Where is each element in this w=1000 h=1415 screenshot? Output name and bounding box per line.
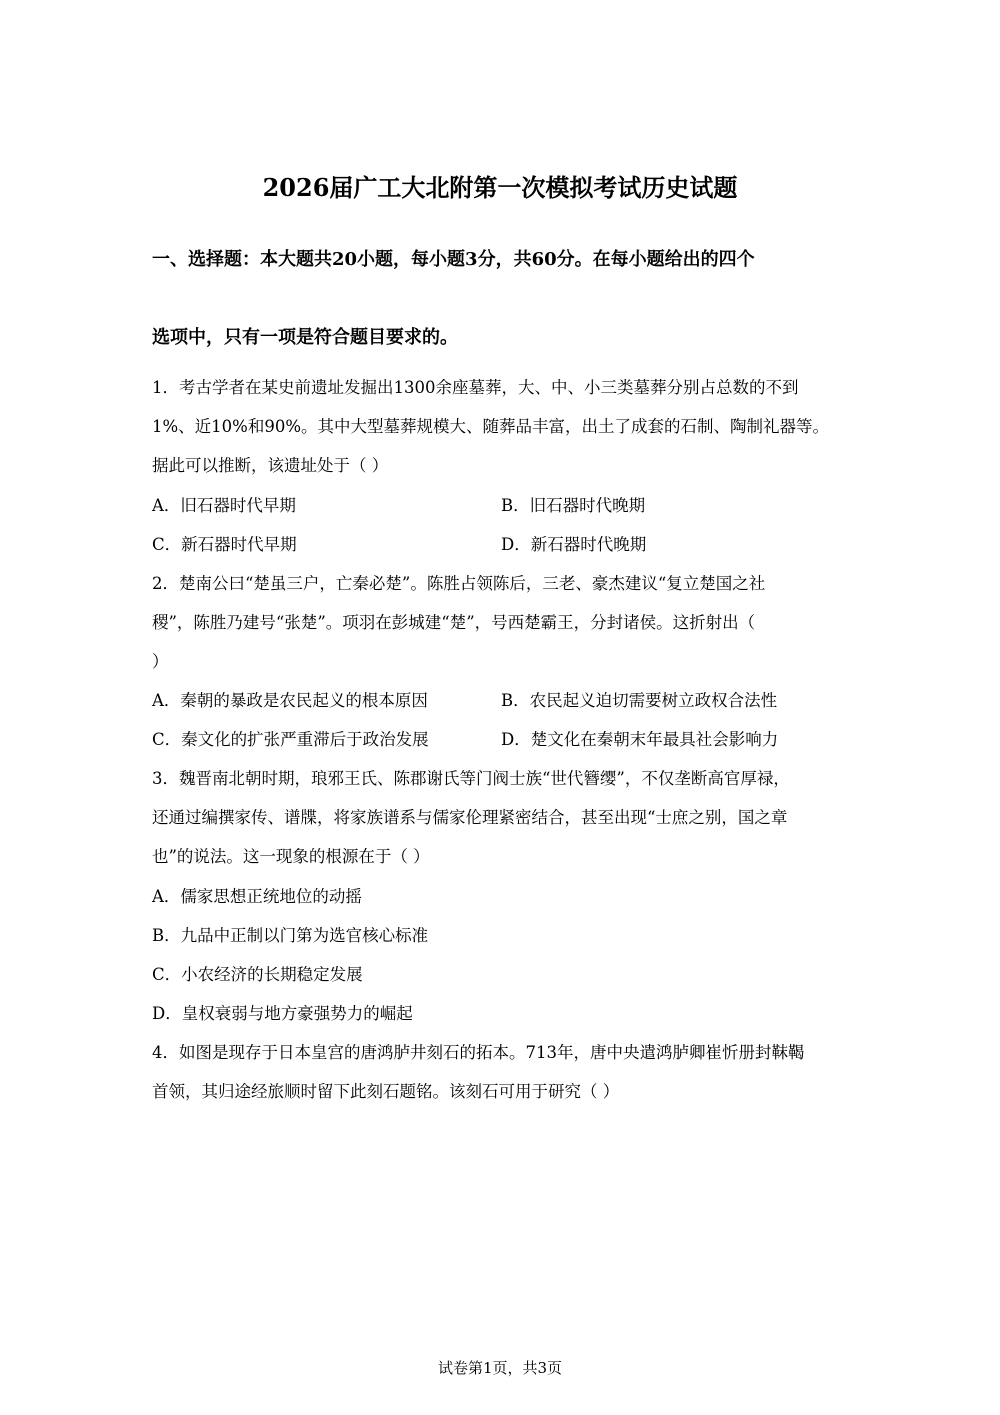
- question-1-option-d: D．新石器时代晚期: [501, 535, 647, 554]
- page-footer: 试卷第1页，共3页: [437, 1359, 563, 1377]
- question-1-line-2: 1%、近10%和90%。其中大型墓葬规模大、随葬品丰富，出土了成套的石制、陶制礼器等。: [152, 417, 830, 436]
- question-4-line-2: 首领，其归途经旅顺时留下此刻石题铭。该刻石可用于研究（ ）: [152, 1082, 620, 1101]
- question-1-line-3: 据此可以推断，该遗址处于（ ）: [152, 456, 389, 475]
- question-4-line-1: 4．如图是现存于日本皇宫的唐鸿胪井刻石的拓本。713年，唐中央遣鸿胪卿崔忻册封靺鞨: [152, 1043, 805, 1062]
- section-instructions-line-1: 一、选择题：本大题共20小题，每小题3分，共60分。在每小题给出的四个: [152, 249, 755, 270]
- question-2-option-b: B．农民起义迫切需要树立政权合法性: [501, 691, 778, 710]
- question-2-line-3: ）: [152, 652, 169, 671]
- question-1-line-1: 1．考古学者在某史前遗址发掘出1300余座墓葬，大、中、小三类墓葬分别占总数的不到: [152, 378, 799, 397]
- page-title: 2026届广工大北附第一次模拟考试历史试题: [262, 173, 738, 202]
- question-3-option-b: B．九品中正制以门第为选官核心标准: [152, 926, 429, 945]
- question-3-option-a: A．儒家思想正统地位的动摇: [152, 887, 362, 906]
- question-3-option-c: C．小农经济的长期稳定发展: [152, 965, 363, 984]
- section-instructions-line-2: 选项中，只有一项是符合题目要求的。: [152, 327, 458, 348]
- question-2-option-d: D．楚文化在秦朝末年最具社会影响力: [501, 730, 779, 749]
- question-1-option-b: B．旧石器时代晚期: [501, 496, 646, 515]
- question-3-line-1: 3．魏晋南北朝时期，琅邪王氏、陈郡谢氏等门阀士族“世代簪缨”，不仅垄断高官厚禄，: [152, 769, 790, 788]
- question-3-line-2: 还通过编撰家传、谱牒，将家族谱系与儒家伦理紧密结合，甚至出现“士庶之别，国之章: [152, 808, 788, 827]
- question-1-option-a: A．旧石器时代早期: [152, 496, 296, 515]
- question-2-line-2: 稷”，陈胜乃建号“张楚”。项羽在彭城建“楚”，号西楚霸王，分封诸侯。这折射出（: [152, 613, 756, 632]
- question-2-option-c: C．秦文化的扩张严重滞后于政治发展: [152, 730, 429, 749]
- question-1-option-c: C．新石器时代早期: [152, 535, 297, 554]
- question-2-option-a: A．秦朝的暴政是农民起义的根本原因: [152, 691, 428, 710]
- question-3-line-3: 也”的说法。这一现象的根源在于（ ）: [152, 847, 430, 866]
- question-3-option-d: D．皇权衰弱与地方豪强势力的崛起: [152, 1004, 413, 1023]
- question-2-line-1: 2．楚南公曰“楚虽三户，亡秦必楚”。陈胜占领陈后，三老、豪杰建议“复立楚国之社: [152, 574, 766, 593]
